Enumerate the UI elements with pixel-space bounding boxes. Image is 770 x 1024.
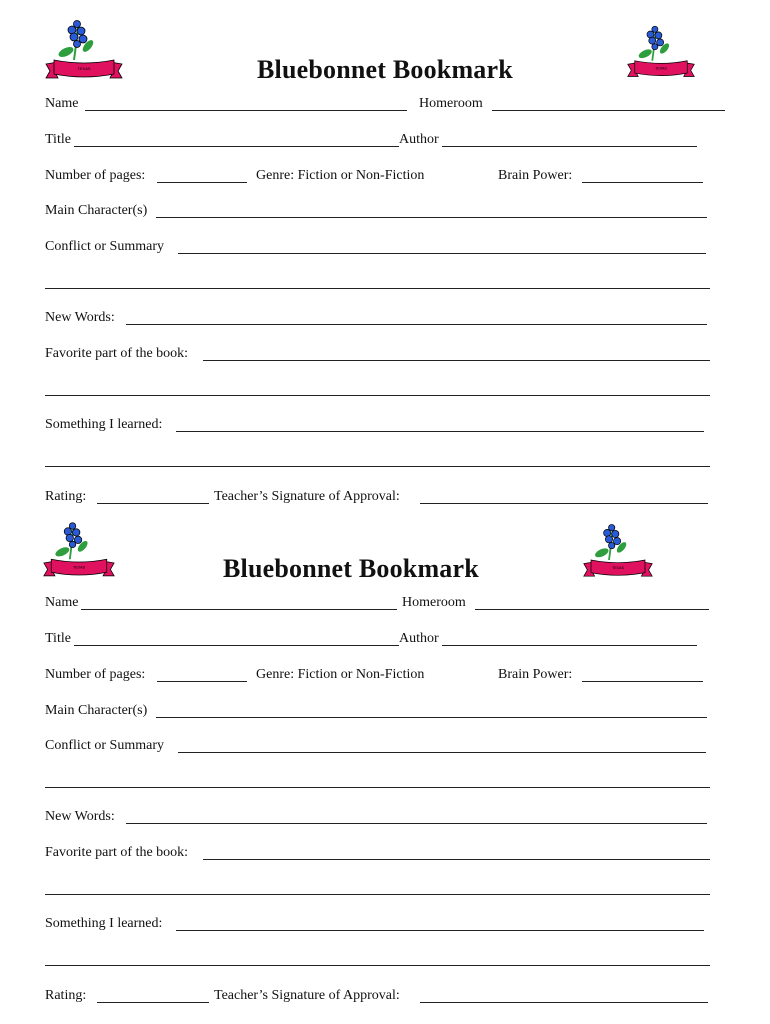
pages-label: Number of pages: bbox=[45, 168, 146, 183]
learned-label: Something I learned: bbox=[45, 417, 163, 432]
conflict-line-2[interactable] bbox=[45, 787, 710, 788]
conflict-label: Conflict or Summary bbox=[45, 239, 164, 254]
pages-label: Number of pages: bbox=[45, 667, 146, 682]
favorite-line[interactable] bbox=[203, 859, 710, 860]
learned-line-2[interactable] bbox=[45, 965, 710, 966]
name-line[interactable] bbox=[81, 609, 397, 610]
brain-power-line[interactable] bbox=[582, 182, 703, 183]
conflict-label: Conflict or Summary bbox=[45, 738, 164, 753]
bluebonnet-logo-right bbox=[626, 22, 696, 82]
bluebonnet-logo-left-2 bbox=[42, 518, 116, 582]
author-line[interactable] bbox=[442, 146, 697, 147]
learned-line-2[interactable] bbox=[45, 466, 710, 467]
favorite-line-2[interactable] bbox=[45, 894, 710, 895]
pages-line[interactable] bbox=[157, 681, 247, 682]
rating-line[interactable] bbox=[97, 1002, 209, 1003]
conflict-line[interactable] bbox=[178, 752, 706, 753]
teacher-signature-line[interactable] bbox=[420, 1002, 708, 1003]
teacher-signature-label: Teacher’s Signature of Approval: bbox=[214, 489, 400, 504]
new-words-line[interactable] bbox=[126, 324, 707, 325]
brain-power-label: Brain Power: bbox=[498, 168, 573, 183]
title-label: Title bbox=[45, 132, 71, 147]
learned-line[interactable] bbox=[176, 930, 704, 931]
conflict-line-2[interactable] bbox=[45, 288, 710, 289]
homeroom-label: Homeroom bbox=[402, 595, 466, 610]
rating-label: Rating: bbox=[45, 988, 87, 1003]
teacher-signature-line[interactable] bbox=[420, 503, 708, 504]
learned-label: Something I learned: bbox=[45, 916, 163, 931]
main-character-line[interactable] bbox=[156, 217, 707, 218]
teacher-signature-label: Teacher’s Signature of Approval: bbox=[214, 988, 400, 1003]
title-line[interactable] bbox=[74, 645, 399, 646]
homeroom-label: Homeroom bbox=[419, 96, 483, 111]
new-words-line[interactable] bbox=[126, 823, 707, 824]
author-label: Author bbox=[399, 132, 439, 147]
favorite-label: Favorite part of the book: bbox=[45, 346, 189, 361]
rating-line[interactable] bbox=[97, 503, 209, 504]
genre-label: Genre: Fiction or Non-Fiction bbox=[256, 168, 425, 183]
brain-power-label: Brain Power: bbox=[498, 667, 573, 682]
rating-label: Rating: bbox=[45, 489, 87, 504]
name-line[interactable] bbox=[85, 110, 407, 111]
favorite-line-2[interactable] bbox=[45, 395, 710, 396]
conflict-line[interactable] bbox=[178, 253, 706, 254]
genre-label: Genre: Fiction or Non-Fiction bbox=[256, 667, 425, 682]
title-line[interactable] bbox=[74, 146, 399, 147]
banner-text: TEXAS bbox=[72, 565, 86, 570]
name-label: Name bbox=[45, 96, 79, 111]
banner-text: TEXAS bbox=[77, 66, 91, 71]
banner-text: TEXAS bbox=[655, 66, 667, 71]
main-character-label: Main Character(s) bbox=[45, 203, 148, 218]
main-character-line[interactable] bbox=[156, 717, 707, 718]
brain-power-line[interactable] bbox=[582, 681, 703, 682]
page-title-2: Bluebonnet Bookmark bbox=[223, 554, 479, 583]
favorite-label: Favorite part of the book: bbox=[45, 845, 189, 860]
new-words-label: New Words: bbox=[45, 310, 115, 325]
banner-text: TEXAS bbox=[612, 566, 624, 570]
page-title: Bluebonnet Bookmark bbox=[257, 55, 513, 84]
new-words-label: New Words: bbox=[45, 809, 115, 824]
bluebonnet-logo-right-2 bbox=[582, 520, 654, 582]
learned-line[interactable] bbox=[176, 431, 704, 432]
name-label: Name bbox=[45, 595, 79, 610]
author-line[interactable] bbox=[442, 645, 697, 646]
author-label: Author bbox=[399, 631, 439, 646]
homeroom-line[interactable] bbox=[492, 110, 725, 111]
favorite-line[interactable] bbox=[203, 360, 710, 361]
main-character-label: Main Character(s) bbox=[45, 703, 148, 718]
bluebonnet-logo-left bbox=[44, 16, 124, 84]
pages-line[interactable] bbox=[157, 182, 247, 183]
title-label: Title bbox=[45, 631, 71, 646]
homeroom-line[interactable] bbox=[475, 609, 709, 610]
